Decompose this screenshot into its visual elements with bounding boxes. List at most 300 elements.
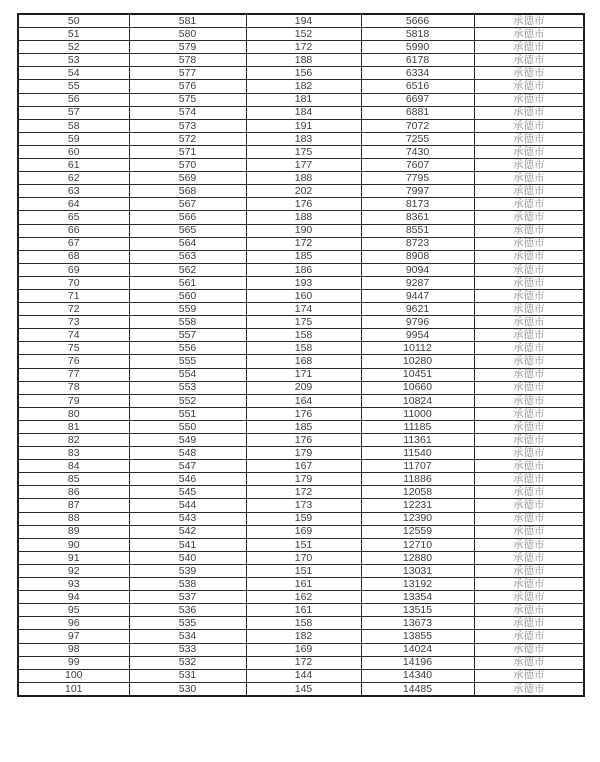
cell-city: 承德市 bbox=[474, 578, 584, 591]
table-row bbox=[18, 499, 584, 512]
cell-cumulative: 5990 bbox=[361, 41, 474, 54]
table-row bbox=[18, 368, 584, 381]
cell-score: 547 bbox=[129, 460, 246, 473]
cell-rank-seq: 53 bbox=[18, 54, 129, 67]
cell-count: 176 bbox=[246, 434, 361, 447]
cell-cumulative: 9094 bbox=[361, 263, 474, 276]
table-row bbox=[18, 329, 584, 342]
cell-count: 181 bbox=[246, 93, 361, 106]
cell-score: 577 bbox=[129, 67, 246, 80]
table-row bbox=[18, 198, 584, 211]
cell-cumulative: 7255 bbox=[361, 132, 474, 145]
cell-rank-seq: 64 bbox=[18, 198, 129, 211]
cell-rank-seq: 75 bbox=[18, 342, 129, 355]
score-distribution-table bbox=[17, 13, 585, 697]
cell-rank-seq: 99 bbox=[18, 656, 129, 669]
cell-score: 533 bbox=[129, 643, 246, 656]
cell-city: 承德市 bbox=[474, 551, 584, 564]
cell-count: 172 bbox=[246, 41, 361, 54]
table-row bbox=[18, 289, 584, 302]
cell-rank-seq: 94 bbox=[18, 591, 129, 604]
cell-score: 566 bbox=[129, 211, 246, 224]
cell-score: 553 bbox=[129, 381, 246, 394]
cell-count: 174 bbox=[246, 303, 361, 316]
cell-count: 169 bbox=[246, 643, 361, 656]
cell-cumulative: 13354 bbox=[361, 591, 474, 604]
cell-city: 承德市 bbox=[474, 525, 584, 538]
cell-city: 承德市 bbox=[474, 250, 584, 263]
cell-rank-seq: 73 bbox=[18, 316, 129, 329]
table-row bbox=[18, 630, 584, 643]
cell-cumulative: 11707 bbox=[361, 460, 474, 473]
cell-count: 168 bbox=[246, 355, 361, 368]
cell-rank-seq: 51 bbox=[18, 28, 129, 41]
cell-count: 152 bbox=[246, 28, 361, 41]
cell-count: 183 bbox=[246, 132, 361, 145]
cell-count: 161 bbox=[246, 578, 361, 591]
cell-score: 570 bbox=[129, 159, 246, 172]
table-row bbox=[18, 669, 584, 682]
table-row bbox=[18, 342, 584, 355]
cell-score: 576 bbox=[129, 80, 246, 93]
cell-city: 承德市 bbox=[474, 512, 584, 525]
cell-rank-seq: 52 bbox=[18, 41, 129, 54]
cell-cumulative: 8173 bbox=[361, 198, 474, 211]
cell-rank-seq: 55 bbox=[18, 80, 129, 93]
cell-cumulative: 10660 bbox=[361, 381, 474, 394]
table-row bbox=[18, 263, 584, 276]
cell-cumulative: 7072 bbox=[361, 119, 474, 132]
cell-count: 188 bbox=[246, 211, 361, 224]
cell-cumulative: 11540 bbox=[361, 447, 474, 460]
cell-score: 541 bbox=[129, 538, 246, 551]
cell-score: 581 bbox=[129, 14, 246, 28]
cell-city: 承德市 bbox=[474, 617, 584, 630]
cell-cumulative: 9621 bbox=[361, 303, 474, 316]
cell-count: 173 bbox=[246, 499, 361, 512]
cell-rank-seq: 101 bbox=[18, 682, 129, 696]
cell-city: 承德市 bbox=[474, 499, 584, 512]
cell-score: 562 bbox=[129, 263, 246, 276]
cell-score: 535 bbox=[129, 617, 246, 630]
cell-count: 177 bbox=[246, 159, 361, 172]
cell-count: 160 bbox=[246, 289, 361, 302]
cell-cumulative: 6881 bbox=[361, 106, 474, 119]
cell-cumulative: 13192 bbox=[361, 578, 474, 591]
cell-city: 承德市 bbox=[474, 604, 584, 617]
cell-score: 565 bbox=[129, 224, 246, 237]
cell-score: 537 bbox=[129, 591, 246, 604]
cell-city: 承德市 bbox=[474, 434, 584, 447]
cell-score: 555 bbox=[129, 355, 246, 368]
cell-score: 530 bbox=[129, 682, 246, 696]
cell-rank-seq: 65 bbox=[18, 211, 129, 224]
score-table-body bbox=[18, 14, 584, 696]
cell-score: 578 bbox=[129, 54, 246, 67]
cell-score: 538 bbox=[129, 578, 246, 591]
table-row bbox=[18, 159, 584, 172]
cell-count: 186 bbox=[246, 263, 361, 276]
cell-city: 承德市 bbox=[474, 93, 584, 106]
cell-cumulative: 7607 bbox=[361, 159, 474, 172]
cell-score: 559 bbox=[129, 303, 246, 316]
table-row bbox=[18, 420, 584, 433]
cell-cumulative: 12710 bbox=[361, 538, 474, 551]
cell-city: 承德市 bbox=[474, 460, 584, 473]
cell-score: 573 bbox=[129, 119, 246, 132]
table-row bbox=[18, 237, 584, 250]
cell-count: 171 bbox=[246, 368, 361, 381]
cell-count: 161 bbox=[246, 604, 361, 617]
cell-score: 572 bbox=[129, 132, 246, 145]
cell-cumulative: 5818 bbox=[361, 28, 474, 41]
cell-rank-seq: 96 bbox=[18, 617, 129, 630]
cell-score: 534 bbox=[129, 630, 246, 643]
cell-count: 188 bbox=[246, 54, 361, 67]
cell-count: 156 bbox=[246, 67, 361, 80]
cell-score: 563 bbox=[129, 250, 246, 263]
table-row bbox=[18, 28, 584, 41]
table-row bbox=[18, 512, 584, 525]
table-row bbox=[18, 682, 584, 696]
cell-cumulative: 9796 bbox=[361, 316, 474, 329]
cell-score: 575 bbox=[129, 93, 246, 106]
table-row bbox=[18, 394, 584, 407]
cell-rank-seq: 60 bbox=[18, 145, 129, 158]
cell-count: 145 bbox=[246, 682, 361, 696]
cell-score: 546 bbox=[129, 473, 246, 486]
cell-city: 承德市 bbox=[474, 80, 584, 93]
table-row bbox=[18, 538, 584, 551]
cell-score: 536 bbox=[129, 604, 246, 617]
cell-rank-seq: 89 bbox=[18, 525, 129, 538]
cell-cumulative: 13673 bbox=[361, 617, 474, 630]
cell-city: 承德市 bbox=[474, 368, 584, 381]
cell-count: 193 bbox=[246, 276, 361, 289]
cell-count: 144 bbox=[246, 669, 361, 682]
cell-count: 176 bbox=[246, 407, 361, 420]
cell-cumulative: 6334 bbox=[361, 67, 474, 80]
cell-rank-seq: 85 bbox=[18, 473, 129, 486]
cell-score: 554 bbox=[129, 368, 246, 381]
cell-cumulative: 11361 bbox=[361, 434, 474, 447]
cell-rank-seq: 91 bbox=[18, 551, 129, 564]
table-row bbox=[18, 172, 584, 185]
cell-city: 承德市 bbox=[474, 394, 584, 407]
cell-cumulative: 9954 bbox=[361, 329, 474, 342]
cell-score: 540 bbox=[129, 551, 246, 564]
cell-score: 550 bbox=[129, 420, 246, 433]
cell-count: 194 bbox=[246, 14, 361, 28]
cell-cumulative: 14485 bbox=[361, 682, 474, 696]
cell-score: 542 bbox=[129, 525, 246, 538]
cell-cumulative: 10112 bbox=[361, 342, 474, 355]
cell-city: 承德市 bbox=[474, 14, 584, 28]
cell-score: 580 bbox=[129, 28, 246, 41]
table-row bbox=[18, 617, 584, 630]
table-row bbox=[18, 80, 584, 93]
cell-city: 承德市 bbox=[474, 473, 584, 486]
cell-count: 172 bbox=[246, 486, 361, 499]
cell-count: 172 bbox=[246, 656, 361, 669]
cell-score: 564 bbox=[129, 237, 246, 250]
cell-city: 承德市 bbox=[474, 289, 584, 302]
cell-city: 承德市 bbox=[474, 211, 584, 224]
cell-score: 549 bbox=[129, 434, 246, 447]
cell-cumulative: 10451 bbox=[361, 368, 474, 381]
cell-cumulative: 14340 bbox=[361, 669, 474, 682]
cell-count: 151 bbox=[246, 564, 361, 577]
cell-rank-seq: 70 bbox=[18, 276, 129, 289]
cell-rank-seq: 57 bbox=[18, 106, 129, 119]
cell-rank-seq: 67 bbox=[18, 237, 129, 250]
cell-city: 承德市 bbox=[474, 198, 584, 211]
cell-count: 182 bbox=[246, 630, 361, 643]
cell-rank-seq: 76 bbox=[18, 355, 129, 368]
cell-city: 承德市 bbox=[474, 669, 584, 682]
cell-count: 175 bbox=[246, 316, 361, 329]
cell-score: 567 bbox=[129, 198, 246, 211]
cell-rank-seq: 84 bbox=[18, 460, 129, 473]
cell-score: 556 bbox=[129, 342, 246, 355]
table-row bbox=[18, 145, 584, 158]
table-row bbox=[18, 276, 584, 289]
cell-city: 承德市 bbox=[474, 263, 584, 276]
table-row bbox=[18, 604, 584, 617]
cell-rank-seq: 56 bbox=[18, 93, 129, 106]
cell-cumulative: 8551 bbox=[361, 224, 474, 237]
cell-cumulative: 11886 bbox=[361, 473, 474, 486]
cell-count: 172 bbox=[246, 237, 361, 250]
cell-city: 承德市 bbox=[474, 329, 584, 342]
cell-cumulative: 12058 bbox=[361, 486, 474, 499]
cell-count: 179 bbox=[246, 473, 361, 486]
cell-count: 158 bbox=[246, 617, 361, 630]
cell-score: 532 bbox=[129, 656, 246, 669]
table-row bbox=[18, 316, 584, 329]
cell-rank-seq: 88 bbox=[18, 512, 129, 525]
cell-rank-seq: 59 bbox=[18, 132, 129, 145]
cell-count: 151 bbox=[246, 538, 361, 551]
cell-count: 179 bbox=[246, 447, 361, 460]
cell-city: 承德市 bbox=[474, 224, 584, 237]
cell-city: 承德市 bbox=[474, 303, 584, 316]
cell-score: 571 bbox=[129, 145, 246, 158]
cell-city: 承德市 bbox=[474, 643, 584, 656]
cell-count: 209 bbox=[246, 381, 361, 394]
cell-score: 544 bbox=[129, 499, 246, 512]
table-row bbox=[18, 525, 584, 538]
cell-cumulative: 12880 bbox=[361, 551, 474, 564]
table-row bbox=[18, 473, 584, 486]
cell-count: 184 bbox=[246, 106, 361, 119]
cell-cumulative: 10824 bbox=[361, 394, 474, 407]
cell-score: 569 bbox=[129, 172, 246, 185]
cell-rank-seq: 83 bbox=[18, 447, 129, 460]
cell-rank-seq: 92 bbox=[18, 564, 129, 577]
table-row bbox=[18, 224, 584, 237]
table-row bbox=[18, 14, 584, 28]
cell-rank-seq: 62 bbox=[18, 172, 129, 185]
cell-count: 182 bbox=[246, 80, 361, 93]
cell-score: 551 bbox=[129, 407, 246, 420]
table-row bbox=[18, 447, 584, 460]
cell-rank-seq: 90 bbox=[18, 538, 129, 551]
cell-rank-seq: 63 bbox=[18, 185, 129, 198]
cell-rank-seq: 78 bbox=[18, 381, 129, 394]
table-row bbox=[18, 578, 584, 591]
table-row bbox=[18, 185, 584, 198]
table-row bbox=[18, 119, 584, 132]
cell-city: 承德市 bbox=[474, 276, 584, 289]
cell-rank-seq: 68 bbox=[18, 250, 129, 263]
cell-rank-seq: 97 bbox=[18, 630, 129, 643]
cell-cumulative: 11000 bbox=[361, 407, 474, 420]
cell-cumulative: 8908 bbox=[361, 250, 474, 263]
cell-rank-seq: 100 bbox=[18, 669, 129, 682]
table-row bbox=[18, 54, 584, 67]
cell-score: 539 bbox=[129, 564, 246, 577]
cell-city: 承德市 bbox=[474, 564, 584, 577]
cell-score: 552 bbox=[129, 394, 246, 407]
table-row bbox=[18, 486, 584, 499]
table-row bbox=[18, 407, 584, 420]
cell-cumulative: 8361 bbox=[361, 211, 474, 224]
cell-cumulative: 9287 bbox=[361, 276, 474, 289]
cell-cumulative: 12231 bbox=[361, 499, 474, 512]
cell-count: 202 bbox=[246, 185, 361, 198]
cell-city: 承德市 bbox=[474, 106, 584, 119]
cell-cumulative: 6697 bbox=[361, 93, 474, 106]
table-row bbox=[18, 434, 584, 447]
cell-count: 162 bbox=[246, 591, 361, 604]
cell-score: 574 bbox=[129, 106, 246, 119]
cell-city: 承德市 bbox=[474, 355, 584, 368]
table-row bbox=[18, 564, 584, 577]
cell-city: 承德市 bbox=[474, 159, 584, 172]
cell-city: 承德市 bbox=[474, 538, 584, 551]
cell-city: 承德市 bbox=[474, 145, 584, 158]
cell-rank-seq: 82 bbox=[18, 434, 129, 447]
table-row bbox=[18, 132, 584, 145]
cell-rank-seq: 98 bbox=[18, 643, 129, 656]
cell-city: 承德市 bbox=[474, 28, 584, 41]
cell-city: 承德市 bbox=[474, 630, 584, 643]
table-row bbox=[18, 41, 584, 54]
table-row bbox=[18, 93, 584, 106]
cell-count: 185 bbox=[246, 250, 361, 263]
cell-city: 承德市 bbox=[474, 682, 584, 696]
cell-count: 167 bbox=[246, 460, 361, 473]
cell-score: 560 bbox=[129, 289, 246, 302]
cell-rank-seq: 80 bbox=[18, 407, 129, 420]
cell-city: 承德市 bbox=[474, 172, 584, 185]
cell-city: 承德市 bbox=[474, 185, 584, 198]
cell-rank-seq: 71 bbox=[18, 289, 129, 302]
cell-city: 承德市 bbox=[474, 119, 584, 132]
cell-score: 543 bbox=[129, 512, 246, 525]
cell-rank-seq: 87 bbox=[18, 499, 129, 512]
cell-score: 545 bbox=[129, 486, 246, 499]
cell-count: 176 bbox=[246, 198, 361, 211]
cell-score: 531 bbox=[129, 669, 246, 682]
table-row bbox=[18, 303, 584, 316]
cell-cumulative: 10280 bbox=[361, 355, 474, 368]
cell-rank-seq: 81 bbox=[18, 420, 129, 433]
cell-cumulative: 13031 bbox=[361, 564, 474, 577]
cell-cumulative: 9447 bbox=[361, 289, 474, 302]
cell-city: 承德市 bbox=[474, 591, 584, 604]
table-row bbox=[18, 250, 584, 263]
cell-count: 185 bbox=[246, 420, 361, 433]
cell-score: 561 bbox=[129, 276, 246, 289]
cell-city: 承德市 bbox=[474, 54, 584, 67]
table-row bbox=[18, 643, 584, 656]
cell-cumulative: 5666 bbox=[361, 14, 474, 28]
cell-cumulative: 6178 bbox=[361, 54, 474, 67]
table-row bbox=[18, 460, 584, 473]
cell-city: 承德市 bbox=[474, 41, 584, 54]
cell-cumulative: 6516 bbox=[361, 80, 474, 93]
cell-city: 承德市 bbox=[474, 316, 584, 329]
cell-rank-seq: 69 bbox=[18, 263, 129, 276]
cell-city: 承德市 bbox=[474, 407, 584, 420]
table-row bbox=[18, 211, 584, 224]
cell-city: 承德市 bbox=[474, 342, 584, 355]
cell-cumulative: 14024 bbox=[361, 643, 474, 656]
table-row bbox=[18, 106, 584, 119]
cell-city: 承德市 bbox=[474, 447, 584, 460]
cell-count: 170 bbox=[246, 551, 361, 564]
cell-cumulative: 12559 bbox=[361, 525, 474, 538]
cell-cumulative: 7997 bbox=[361, 185, 474, 198]
cell-count: 158 bbox=[246, 342, 361, 355]
cell-city: 承德市 bbox=[474, 67, 584, 80]
table-row bbox=[18, 591, 584, 604]
cell-city: 承德市 bbox=[474, 381, 584, 394]
cell-count: 164 bbox=[246, 394, 361, 407]
cell-rank-seq: 66 bbox=[18, 224, 129, 237]
table-row bbox=[18, 355, 584, 368]
cell-city: 承德市 bbox=[474, 486, 584, 499]
cell-cumulative: 8723 bbox=[361, 237, 474, 250]
cell-count: 159 bbox=[246, 512, 361, 525]
cell-cumulative: 13855 bbox=[361, 630, 474, 643]
cell-rank-seq: 72 bbox=[18, 303, 129, 316]
cell-rank-seq: 54 bbox=[18, 67, 129, 80]
cell-score: 568 bbox=[129, 185, 246, 198]
cell-count: 191 bbox=[246, 119, 361, 132]
table-row bbox=[18, 656, 584, 669]
cell-cumulative: 11185 bbox=[361, 420, 474, 433]
cell-score: 558 bbox=[129, 316, 246, 329]
cell-cumulative: 7430 bbox=[361, 145, 474, 158]
cell-count: 188 bbox=[246, 172, 361, 185]
cell-city: 承德市 bbox=[474, 237, 584, 250]
cell-cumulative: 14196 bbox=[361, 656, 474, 669]
cell-city: 承德市 bbox=[474, 132, 584, 145]
cell-rank-seq: 95 bbox=[18, 604, 129, 617]
cell-count: 158 bbox=[246, 329, 361, 342]
cell-count: 169 bbox=[246, 525, 361, 538]
cell-count: 190 bbox=[246, 224, 361, 237]
cell-score: 548 bbox=[129, 447, 246, 460]
cell-rank-seq: 74 bbox=[18, 329, 129, 342]
cell-cumulative: 7795 bbox=[361, 172, 474, 185]
table-row bbox=[18, 551, 584, 564]
cell-rank-seq: 79 bbox=[18, 394, 129, 407]
cell-cumulative: 13515 bbox=[361, 604, 474, 617]
